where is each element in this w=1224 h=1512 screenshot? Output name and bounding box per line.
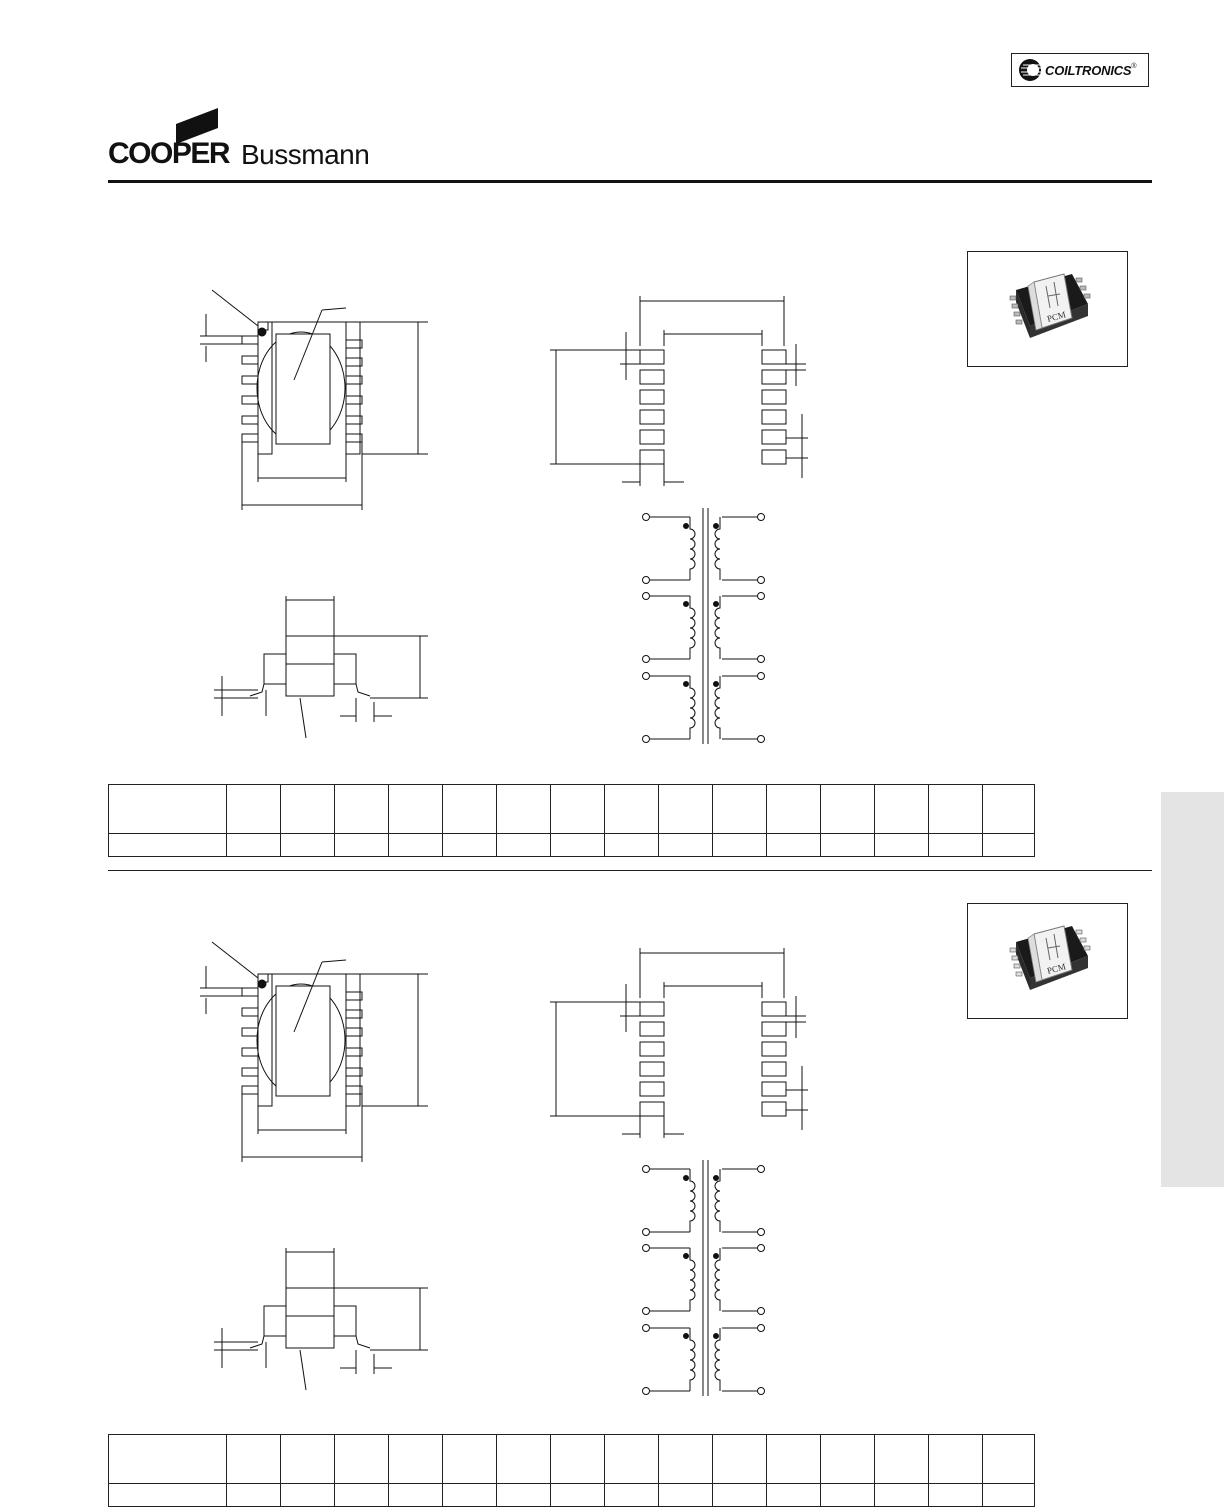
table-cell (389, 1435, 443, 1484)
table-cell (497, 785, 551, 834)
table-cell (659, 785, 713, 834)
cooper-wordmark: COOPER (108, 137, 230, 170)
table-cell (227, 1484, 281, 1507)
table-cell (929, 1484, 983, 1507)
table-cell (335, 785, 389, 834)
drawing-section-2 (200, 942, 808, 1396)
schematic-drawing (643, 508, 765, 744)
table-cell (389, 785, 443, 834)
top-view-drawing (200, 290, 428, 510)
side-view-drawing (214, 596, 428, 738)
table-cell (335, 1484, 389, 1507)
table-cell (605, 1435, 659, 1484)
pcb-layout-drawing (550, 296, 808, 486)
table-cell (443, 785, 497, 834)
table-cell (227, 834, 281, 857)
registered-mark: ® (1131, 62, 1137, 70)
table-cell (713, 834, 767, 857)
table-cell (551, 834, 605, 857)
table-cell (605, 834, 659, 857)
photo-marking: PCM (1045, 961, 1067, 976)
table-cell (875, 785, 929, 834)
table-cell (713, 1435, 767, 1484)
table-cell (281, 1435, 335, 1484)
table-cell (659, 834, 713, 857)
table-cell (109, 1435, 227, 1484)
table-cell (767, 1484, 821, 1507)
table-cell (389, 834, 443, 857)
table-cell (389, 1484, 443, 1507)
table-cell (713, 785, 767, 834)
table-cell (929, 834, 983, 857)
table-cell (821, 1484, 875, 1507)
table-cell (551, 1435, 605, 1484)
table-cell (109, 1484, 227, 1507)
table-cell (767, 785, 821, 834)
table-cell (335, 834, 389, 857)
table-cell (767, 1435, 821, 1484)
table-cell (875, 834, 929, 857)
table-cell (551, 1484, 605, 1507)
table-cell (227, 785, 281, 834)
table-cell (335, 1435, 389, 1484)
table-cell (929, 785, 983, 834)
table-cell (605, 785, 659, 834)
table-cell (929, 1435, 983, 1484)
table-cell (659, 1484, 713, 1507)
drawing-section-1 (200, 290, 808, 744)
table-header-row (109, 1435, 1035, 1484)
table-cell (281, 785, 335, 834)
table-cell (443, 1484, 497, 1507)
left-pads (640, 350, 664, 464)
table-cell (551, 785, 605, 834)
table-cell (821, 785, 875, 834)
table-cell (983, 834, 1035, 857)
table-cell (821, 834, 875, 857)
right-pads (762, 350, 786, 464)
table-row (109, 1484, 1035, 1507)
table-cell (767, 834, 821, 857)
table-cell (659, 1435, 713, 1484)
table-cell (109, 785, 227, 834)
table-cell (713, 1484, 767, 1507)
table-cell (281, 1484, 335, 1507)
table-cell (875, 1484, 929, 1507)
table-cell (443, 834, 497, 857)
table-cell (875, 1435, 929, 1484)
table-cell (983, 1484, 1035, 1507)
table-cell (443, 1435, 497, 1484)
spec-table (108, 1434, 1035, 1507)
table-row (109, 834, 1035, 857)
table-cell (821, 1435, 875, 1484)
table-cell (227, 1435, 281, 1484)
table-cell (109, 834, 227, 857)
table-cell (497, 1484, 551, 1507)
coiltronics-wordmark: COILTRONICS (1045, 62, 1132, 78)
table-cell (605, 1484, 659, 1507)
table-cell (983, 785, 1035, 834)
table-cell (281, 834, 335, 857)
table-cell (497, 834, 551, 857)
table-cell (983, 1435, 1035, 1484)
bussmann-wordmark: Bussmann (241, 139, 370, 170)
table-header-row (109, 785, 1035, 834)
photo-marking: PCM (1045, 309, 1067, 324)
table-cell (497, 1435, 551, 1484)
spec-table (108, 784, 1035, 857)
left-pins (242, 336, 258, 442)
